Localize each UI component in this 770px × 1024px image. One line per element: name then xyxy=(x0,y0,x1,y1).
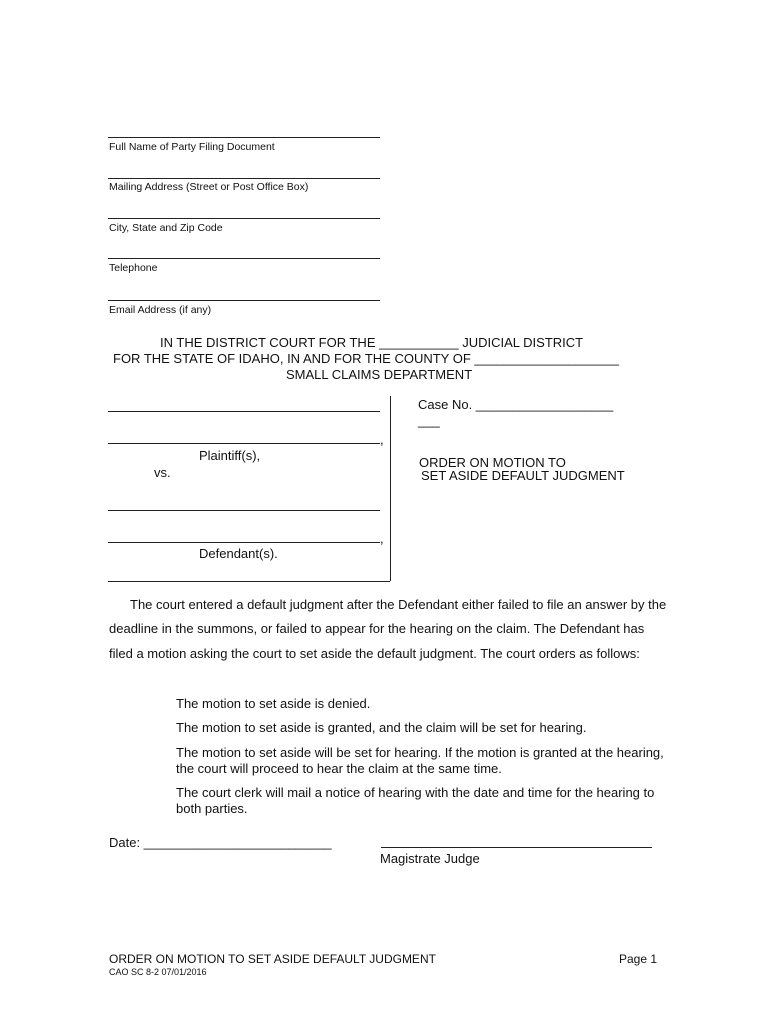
comma: , xyxy=(380,531,384,546)
option-granted[interactable]: The motion to set aside is granted, and the claim will be set for hearing. xyxy=(176,720,587,735)
document-title-line1: ORDER ON MOTION TO xyxy=(419,455,566,470)
defendant-name-line-1[interactable] xyxy=(108,510,380,511)
caption-bottom-rule xyxy=(108,581,390,582)
option-clerk-notice[interactable]: The court clerk will mail a notice of hearing with the date and time for the hearing to both parties. xyxy=(176,785,655,816)
blank-line xyxy=(108,218,380,219)
blank-line xyxy=(108,178,380,179)
comma: , xyxy=(380,432,384,447)
field-label: City, State and Zip Code xyxy=(109,222,223,234)
court-heading-line2: FOR THE STATE OF IDAHO, IN AND FOR THE COUNTY OF ____________________ xyxy=(113,351,619,366)
judge-signature-line[interactable] xyxy=(381,847,652,848)
page-number: Page 1 xyxy=(619,952,658,966)
order-paragraph: The court entered a default judgment after the Defendant either failed to file an answer by the deadline in the summons, or failed to appear for the hearing on the claim. The Defendant has filed a motion asking the court to set aside the default judgment. The court orders as follows: xyxy=(109,597,667,661)
plaintiff-name-line-2[interactable] xyxy=(108,443,380,444)
caption-divider xyxy=(390,396,391,581)
court-heading-line1: IN THE DISTRICT COURT FOR THE ___________ JUDICIAL DISTRICT xyxy=(160,335,584,350)
blank-line xyxy=(108,300,380,301)
option-denied[interactable]: The motion to set aside is denied. xyxy=(176,696,371,711)
vs-label: vs. xyxy=(154,465,171,480)
field-label: Mailing Address (Street or Post Office Box) xyxy=(109,181,309,193)
judge-label: Magistrate Judge xyxy=(380,851,480,866)
option-set-for-hearing[interactable]: The motion to set aside will be set for hearing. If the motion is granted at the hearing, the court will proceed to hear the claim at the same time. xyxy=(176,745,664,776)
defendant-name-line-2[interactable] xyxy=(108,542,380,543)
court-heading-line3: SMALL CLAIMS DEPARTMENT xyxy=(286,367,473,382)
date-field[interactable]: Date: __________________________ xyxy=(109,835,332,850)
footer-title: ORDER ON MOTION TO SET ASIDE DEFAULT JUDGMENT xyxy=(109,952,436,966)
plaintiff-label: Plaintiff(s), xyxy=(199,448,261,463)
plaintiff-name-line-1[interactable] xyxy=(108,411,380,412)
form-code: CAO SC 8-2 07/01/2016 xyxy=(109,967,207,977)
case-number[interactable]: Case No. ___________________ xyxy=(418,397,614,412)
document-title-line2: SET ASIDE DEFAULT JUDGMENT xyxy=(421,468,625,483)
blank-line xyxy=(108,137,380,138)
field-label: Email Address (if any) xyxy=(109,304,212,316)
blank-line xyxy=(108,258,380,259)
defendant-label: Defendant(s). xyxy=(199,546,278,561)
field-label: Full Name of Party Filing Document xyxy=(109,141,275,153)
field-label: Telephone xyxy=(109,262,158,274)
case-number-cont: ___ xyxy=(418,413,440,428)
